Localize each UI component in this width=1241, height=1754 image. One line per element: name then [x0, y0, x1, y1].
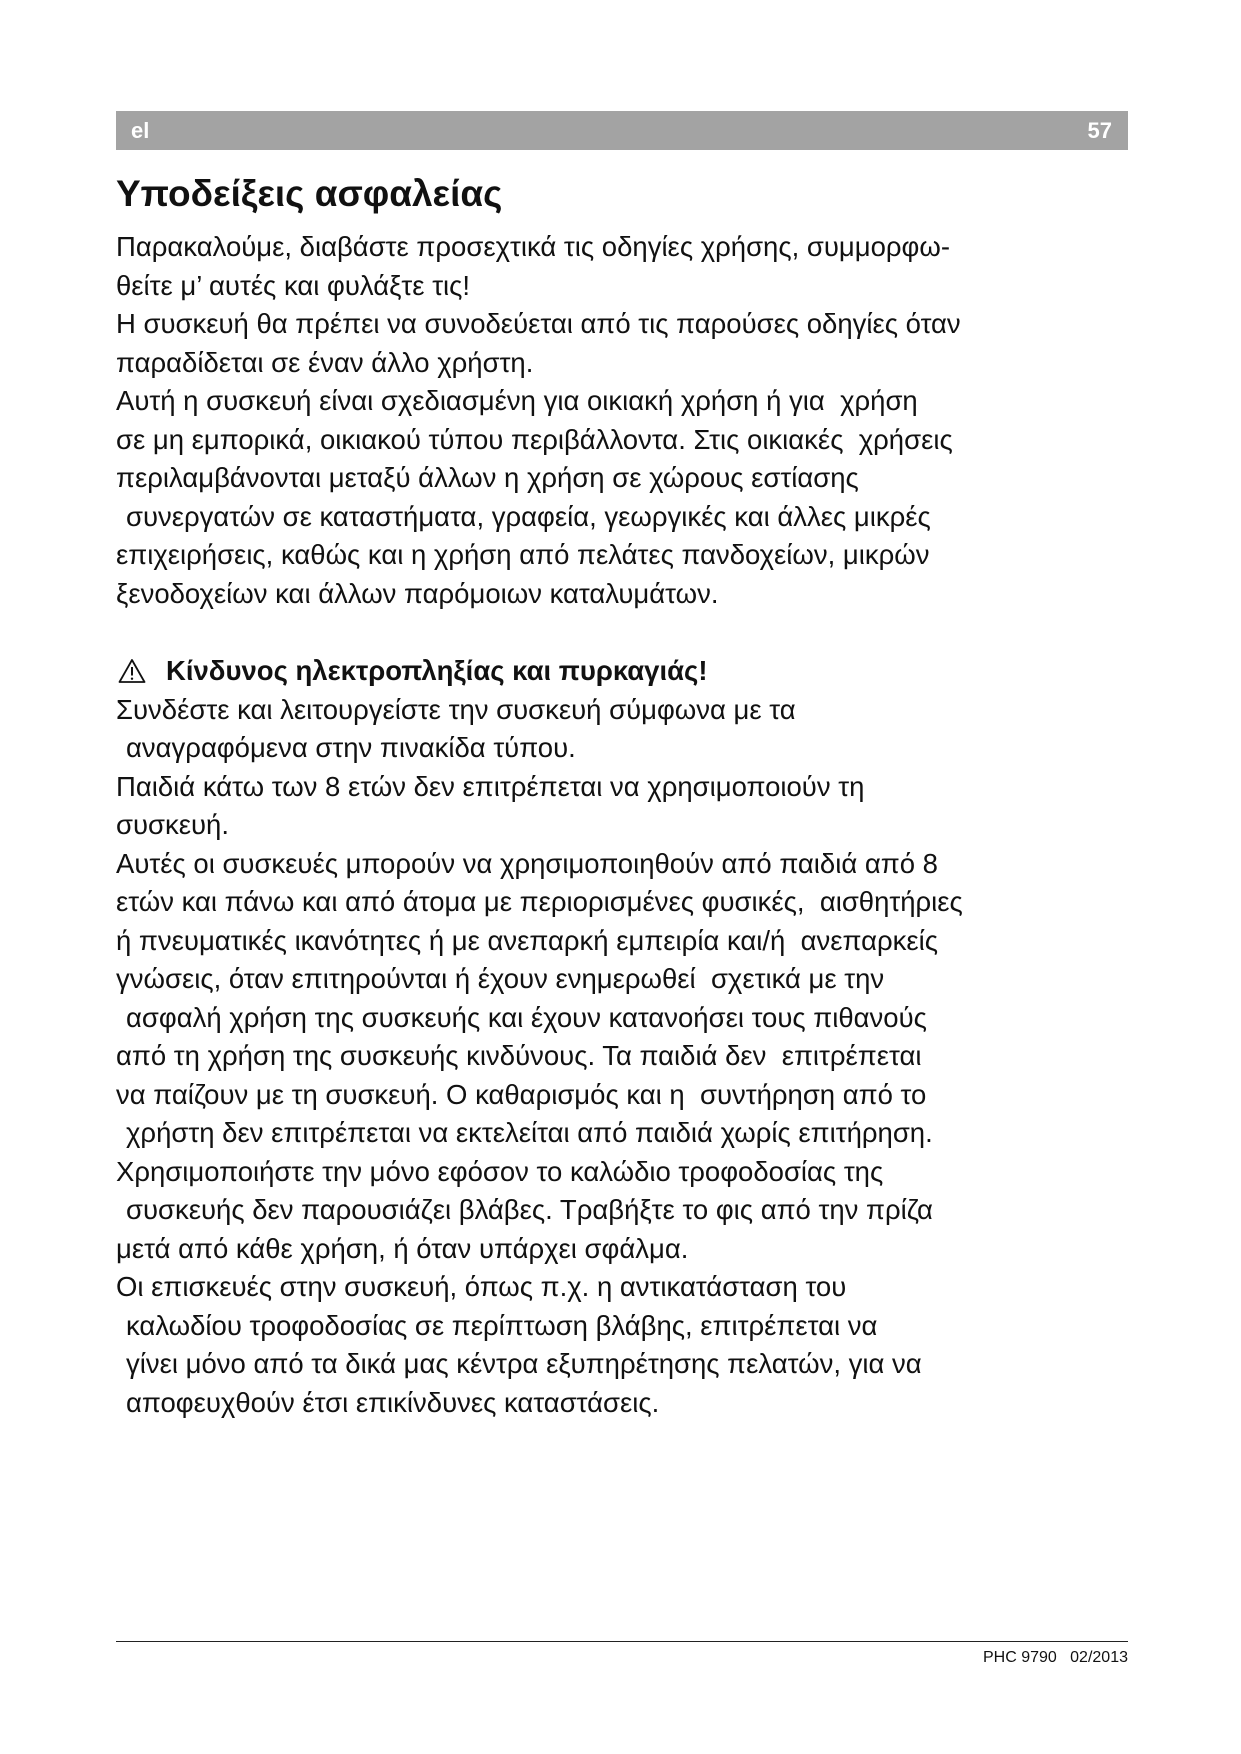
text-line: Οι επισκευές στην συσκευή, όπως π.χ. η αντικατάσταση του	[116, 1271, 847, 1302]
text-line: από τη χρήση της συσκευής κινδύνους. Τα παιδιά δεν επιτρέπεται	[116, 1040, 922, 1071]
text-line: Αυτές οι συσκευές μπορούν να χρησιμοποιηθούν από παιδιά από 8	[116, 847, 938, 879]
text-line: περιλαμβάνονται μεταξύ άλλων η χρήση σε χώρους εστίασης	[116, 462, 859, 493]
page-content	[116, 172, 1156, 1422]
text-line: μετά από κάθε χρήση, ή όταν υπάρχει σφάλμα.	[116, 1232, 689, 1264]
language-code: el	[131, 117, 150, 143]
intro-paragraph	[116, 228, 1156, 613]
text-line: ή πνευματικές ικανότητες ή με ανεπαρκή εμπειρία και/ή ανεπαρκείς	[116, 924, 939, 956]
text-line: Χρησιμοποιήστε την μόνο εφόσον το καλώδιο τροφοδοσίας της	[116, 1155, 884, 1187]
warning-heading-text: Κίνδυνος ηλεκτροπληξίας και πυρκαγιάς!	[166, 655, 708, 686]
text-line: καλωδίου τροφοδοσίας σε περίπτωση βλάβης, επιτρέπεται να	[126, 1309, 878, 1341]
footer-model: PHC 9790	[982, 1649, 1057, 1666]
text-line: Η συσκευή θα πρέπει να συνοδεύεται από τις παρούσες οδηγίες όταν	[116, 308, 961, 339]
footer	[983, 1649, 1128, 1667]
page-header-bar	[116, 111, 1128, 150]
text-line: ετών και πάνω και από άτομα με περιορισμένες φυσικές, αισθητήριες	[116, 886, 963, 917]
text-line: γνώσεις, όταν επιτηρούνται ή έχουν ενημερωθεί σχετικά με την	[116, 963, 885, 994]
page-number: 57	[1087, 117, 1112, 143]
text-line: ξενοδοχείων και άλλων παρόμοιων καταλυμάτων.	[116, 577, 719, 609]
text-line: συσκευή.	[116, 809, 229, 840]
text-line: συσκευής δεν παρουσιάζει βλάβες. Τραβήξτε το φις από την πρίζα	[126, 1194, 933, 1225]
warning-paragraph	[116, 691, 1156, 1423]
footer-divider	[116, 1641, 1128, 1642]
text-line: να παίζουν με τη συσκευή. Ο καθαρισμός και η συντήρηση από το	[116, 1078, 927, 1110]
warning-triangle-icon	[118, 658, 146, 684]
text-line: γίνει μόνο από τα δικά μας κέντρα εξυπηρέτησης πελατών, για να	[126, 1348, 922, 1379]
text-line: σε μη εμπορικά, οικιακού τύπου περιβάλλοντα. Στις οικιακές χρήσεις	[116, 423, 953, 455]
text-line: χρήστη δεν επιτρέπεται να εκτελείται από παιδιά χωρίς επιτήρηση.	[126, 1117, 933, 1148]
text-line: επιχειρήσεις, καθώς και η χρήση από πελάτες πανδοχείων, μικρών	[116, 539, 930, 570]
text-line: παραδίδεται σε έναν άλλο χρήστη.	[116, 346, 534, 378]
text-line: συνεργατών σε καταστήματα, γραφεία, γεωργικές και άλλες μικρές	[126, 500, 931, 532]
text-line: Αυτή η συσκευή είναι σχεδιασμένη για οικιακή χρήση ή για χρήση	[116, 385, 918, 416]
text-line: Παρακαλούμε, διαβάστε προσεχτικά τις οδηγίες χρήσης, συμμορφω-	[116, 231, 950, 262]
text-line: θείτε μ’ αυτές και φυλάξτε τις!	[116, 269, 471, 301]
footer-date: 02/2013	[1070, 1649, 1128, 1666]
warning-heading	[116, 652, 1156, 691]
text-line: αποφευχθούν έτσι επικίνδυνες καταστάσεις.	[126, 1386, 660, 1418]
text-line: Συνδέστε και λειτουργείστε την συσκευή σύμφωνα με τα	[116, 693, 796, 725]
text-line: Παιδιά κάτω των 8 ετών δεν επιτρέπεται να χρησιμοποιούν τη	[116, 770, 865, 802]
spacer	[116, 613, 1156, 652]
text-line: ασφαλή χρήση της συσκευής και έχουν κατανοήσει τους πιθανούς	[126, 1001, 927, 1033]
page-title: Υποδείξεις ασφαλείας	[116, 173, 503, 214]
text-line: αναγραφόμενα στην πινακίδα τύπου.	[126, 732, 576, 763]
